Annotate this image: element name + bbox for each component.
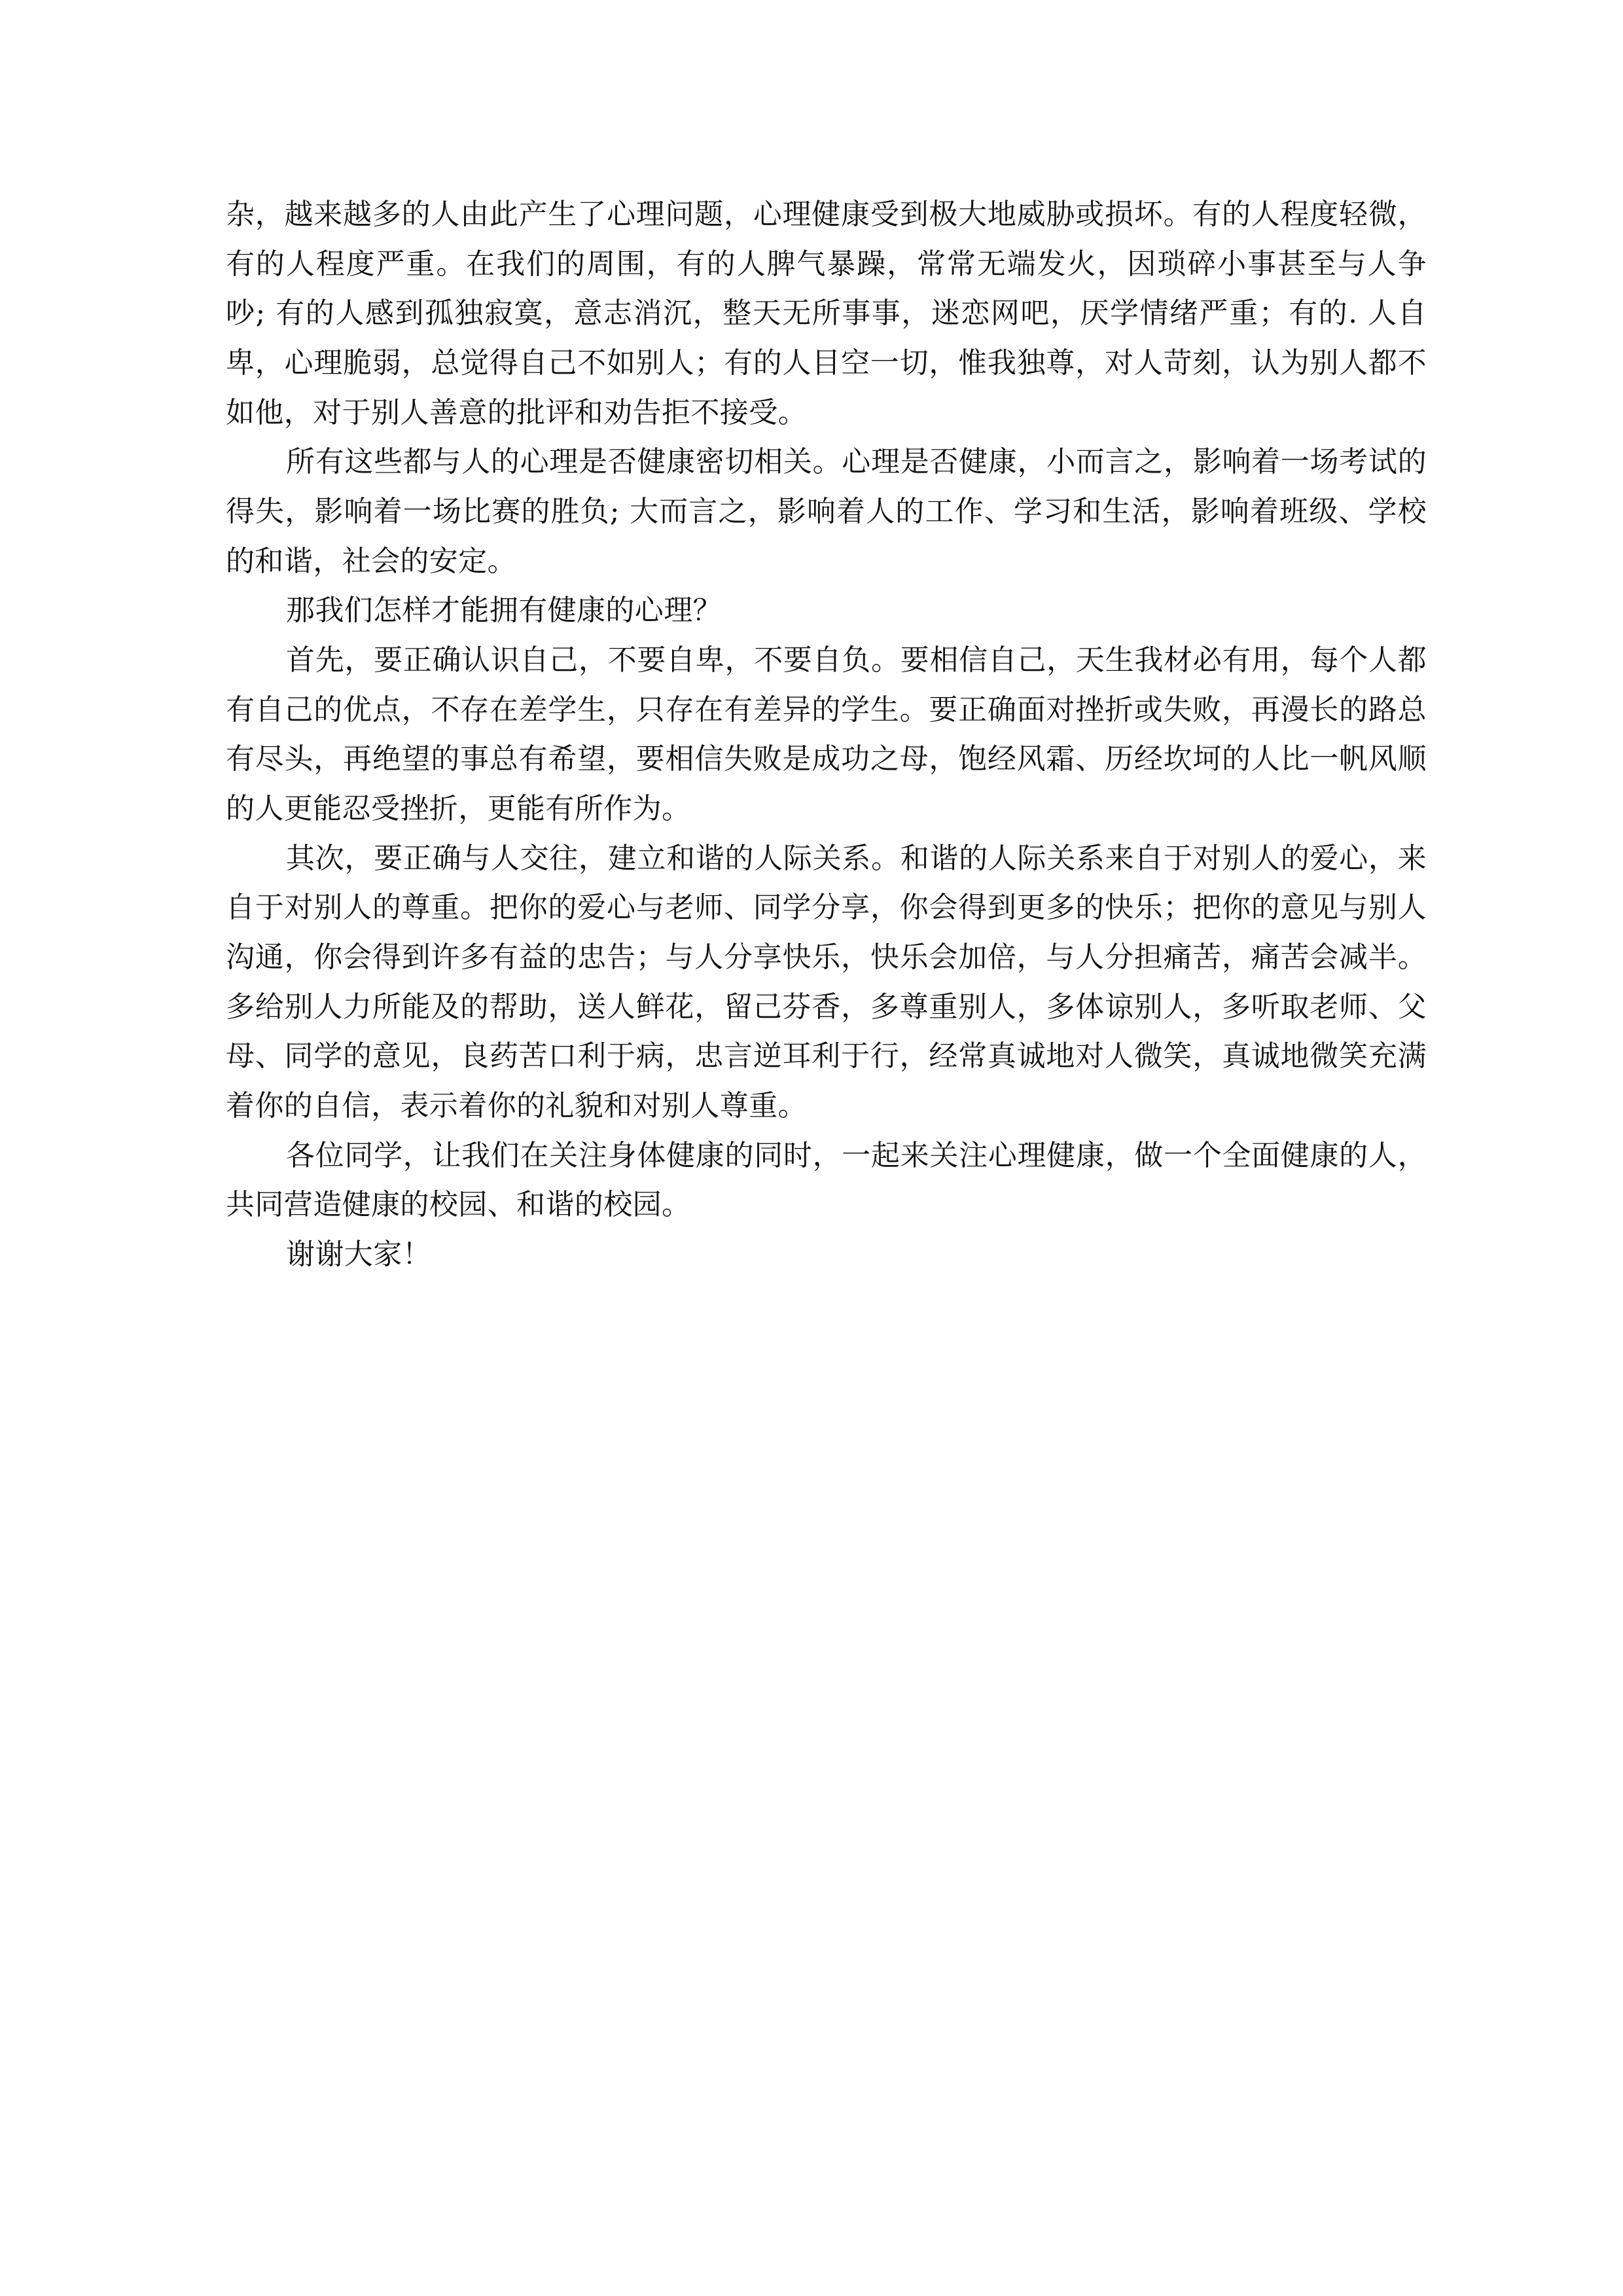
- paragraph-2: 所有这些都与人的心理是否健康密切相关。心理是否健康，小而言之，影响着一场考试的得失，影响着一场比赛的胜负; 大而言之，影响着人的工作、学习和生活，影响着班级、学校的和谐，社会的安定。: [226, 445, 1427, 578]
- paragraph-5: 其次，要正确与人交往，建立和谐的人际关系。和谐的人际关系来自于对别人的爱心，来自于对别人的尊重。把你的爱心与老师、同学分享，你会得到更多的快乐；把你的意见与别人沟通，你会得到许多有益的忠告；与人分享快乐，快乐会加倍，与人分担痛苦，痛苦会减半。多给别人力所能及的帮助，送人鲜花，留己芬香，多尊重别人，多体谅别人，多听取老师、父母、同学的意见，良药苦口利于病，忠言逆耳利于行，经常真诚地对人微笑，真诚地微笑充满着你的自信，表示着你的礼貌和对别人尊重。: [226, 841, 1427, 1123]
- paragraph-6: 各位同学，让我们在关注身体健康的同时，一起来关注心理健康，做一个全面健康的人，共同营造健康的校园、和谐的校园。: [226, 1138, 1427, 1222]
- paragraph-7: 谢谢大家！: [286, 1238, 431, 1272]
- paragraph-3: 那我们怎样才能拥有健康的心理？: [286, 594, 722, 628]
- paragraph-4: 首先，要正确认识自己，不要自卑，不要自负。要相信自己，天生我材必有用，每个人都有自己的优点，不存在差学生，只存在有差异的学生。要正确面对挫折或失败，再漫长的路总有尽头，再绝望的事总有希望，要相信失败是成功之母，饱经风霜、历经坎坷的人比一帆风顺的人更能忍受挫折，更能有所作为。: [226, 643, 1427, 826]
- document-body: [226, 190, 1427, 1280]
- paragraph-1: 杂，越来越多的人由此产生了心理问题，心理健康受到极大地威胁或损坏。有的人程度轻微，有的人程度严重。在我们的周围，有的人脾气暴躁，常常无端发火，因琐碎小事甚至与人争吵; 有的人感到孤独寂寞，意志消沉，整天无所事事，迷恋网吧，厌学情绪严重；有的. 人自卑，心理脆弱，总觉得自己不如别人；有的人目空一切，惟我独尊，对人苛刻，认为别人都不如他，对于别人善意的批评和劝告拒不接受。: [226, 198, 1427, 429]
